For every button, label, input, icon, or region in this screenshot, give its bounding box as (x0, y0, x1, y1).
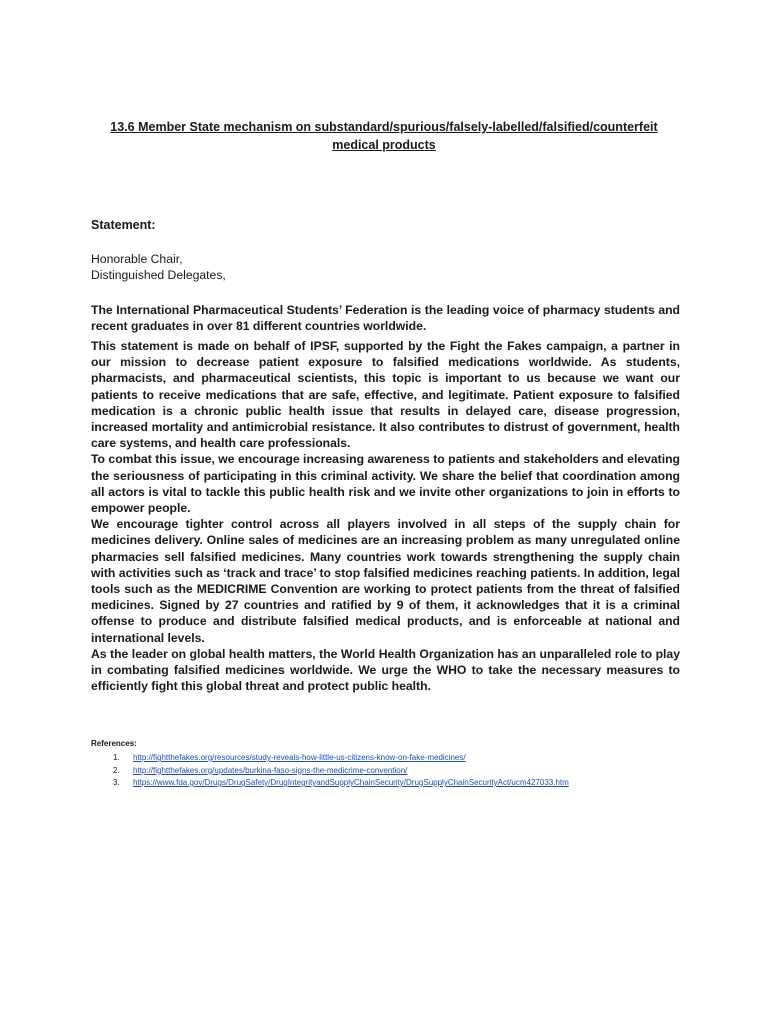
reference-link[interactable]: http://fightthefakes.org/updates/burkina-faso-signs-the-medicrime-convention/ (133, 765, 408, 775)
reference-item (91, 777, 691, 790)
reference-item (91, 752, 691, 765)
references-section (91, 738, 691, 790)
body-paragraph: To combat this issue, we encourage increasing awareness to patients and stakeholders and elevating the seriousness of participating in this criminal activity. We share the belief that coordination among all actors is vital to tackle this public health risk and we invite other organizations to join in efforts to empower people. (91, 452, 680, 516)
body-paragraph: This statement is made on behalf of IPSF, supported by the Fight the Fakes campaign, a partner in our mission to decrease patient exposure to falsified medications worldwide. As students, pharmacists, and pharmaceutical scientists, this topic is important to us because we want our patients to receive medications that are safe, effective, and legitimate. Patient exposure to falsified medication is a chronic public health issue that results in delayed care, disease progression, increased mortality and antimicrobial resistance. It also contributes to distrust of government, health care systems, and health care professionals. (91, 339, 680, 451)
reference-number: 3. (113, 778, 120, 787)
references-heading: References: (91, 739, 137, 748)
title-line-1: 13.6 Member State mechanism on substandard/spurious/falsely-labelled/falsified/counterfeit (110, 120, 658, 134)
body-paragraph: As the leader on global health matters, the World Health Organization has an unparalleled role to play in combating falsified medicines worldwide. We urge the WHO to take the necessary measures to efficiently fight this global threat and protect public health. (91, 646, 680, 694)
intro-paragraph: The International Pharmaceutical Students’ Federation is the leading voice of pharmacy students and recent graduates in over 81 different countries worldwide. (91, 303, 680, 334)
statement-body (91, 338, 680, 694)
salutation-delegates: Distinguished Delegates, (91, 268, 226, 283)
title-line-2: medical products (332, 138, 436, 152)
references-list (91, 752, 691, 790)
salutation-chair: Honorable Chair, (91, 252, 183, 266)
reference-item (91, 765, 691, 778)
document-title (60, 118, 708, 154)
reference-number: 1. (113, 753, 120, 762)
reference-link[interactable]: http://fightthefakes.org/resources/study-reveals-how-little-us-citizens-know-on-fake-medicines/ (133, 753, 466, 762)
salutation (91, 251, 680, 283)
statement-label: Statement: (91, 218, 156, 232)
body-paragraph: We encourage tighter control across all players involved in all steps of the supply chain for medicines delivery. Online sales of medicines are an increasing problem as many unregulated online pharmacies sell falsified medicines. Many countries work towards strengthening the supply chain with activities such as ‘track and trace’ to stop falsified medicines reaching patients. In addition, legal tools such as the MEDICRIME Convention are working to protect patients from the threat of falsified medicines. Signed by 27 countries and ratified by 9 of them, it acknowledges that it is a criminal offense to produce and distribute falsified medical products, and is enforceable at national and international levels. (91, 517, 680, 645)
reference-link[interactable]: https://www.fda.gov/Drugs/DrugSafety/DrugIntegrityandSupplyChainSecurity/DrugSupplyChainSecurityAct/ucm427033.htm (133, 778, 569, 787)
intro-paragraph-block (91, 302, 680, 334)
reference-number: 2. (113, 765, 120, 775)
